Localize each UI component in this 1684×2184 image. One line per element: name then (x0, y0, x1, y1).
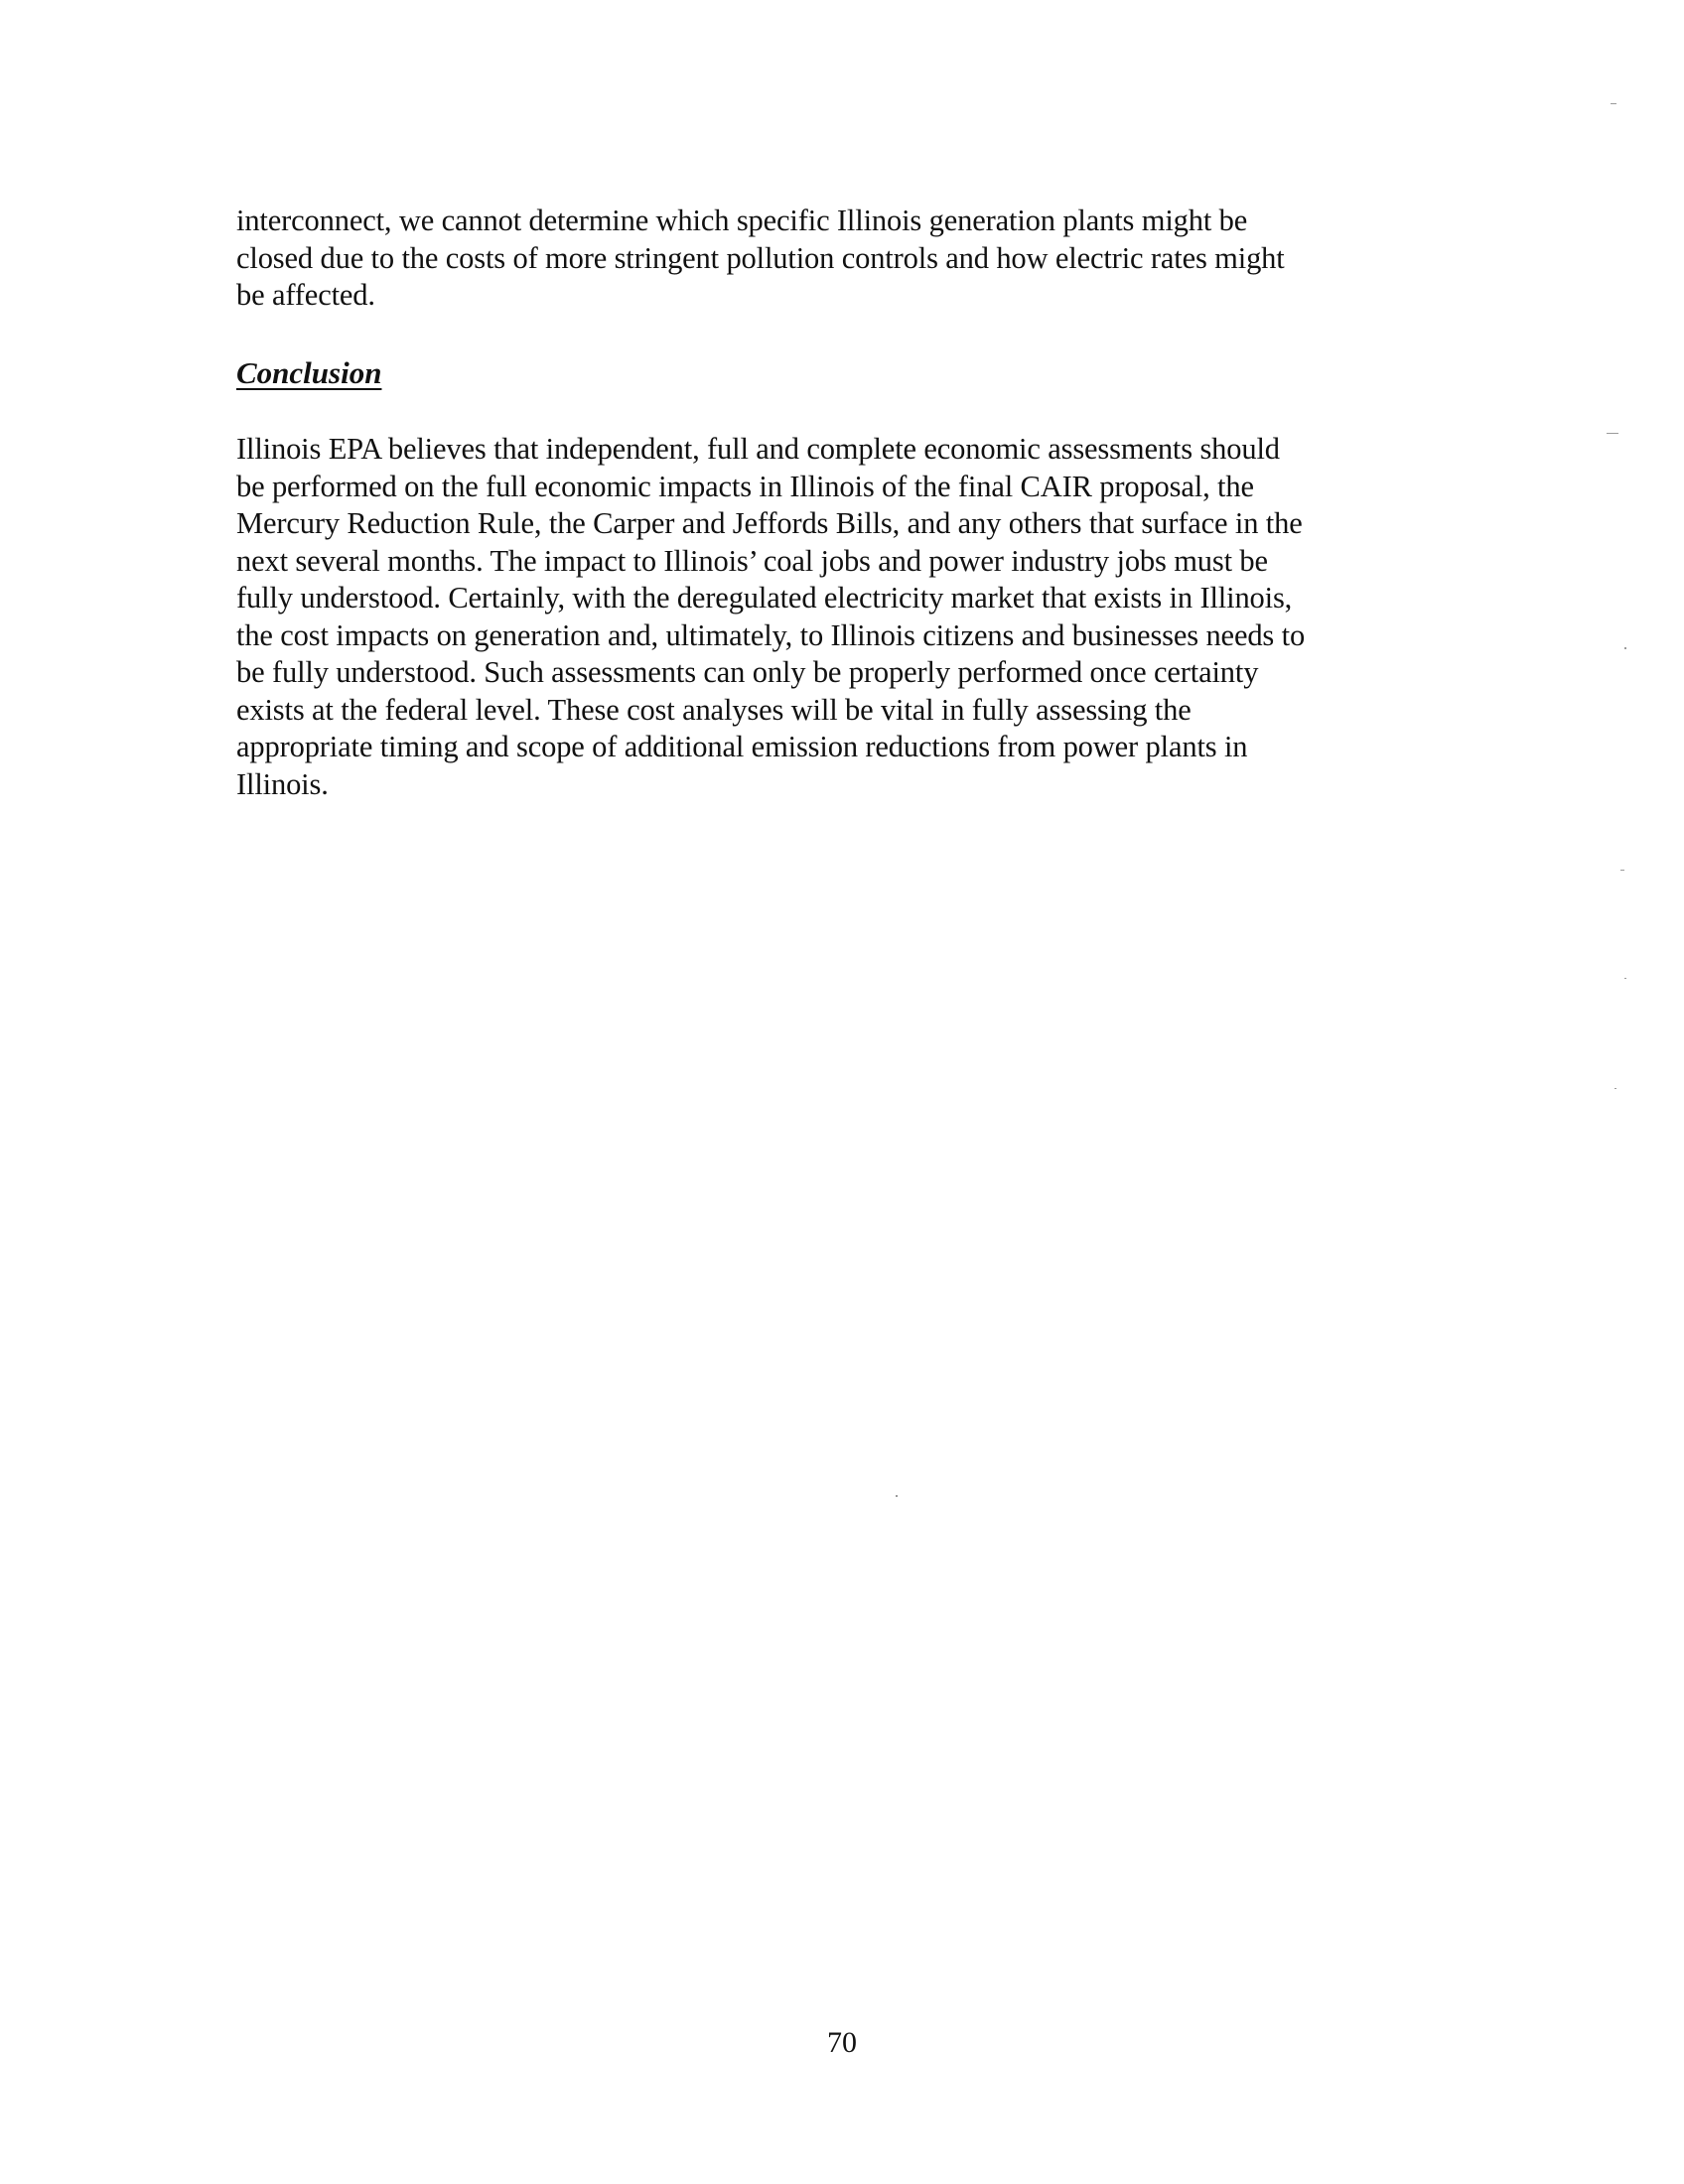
scan-speck (1614, 1088, 1616, 1089)
paragraph-line: Mercury Reduction Rule, the Carper and Jeffords Bills, and any others that surface in the (236, 506, 1303, 540)
paragraph-line: next several months. The impact to Illinois’ coal jobs and power industry jobs must be (236, 543, 1268, 578)
paragraph-line: closed due to the costs of more stringent pollution controls and how electric rates might (236, 240, 1285, 275)
conclusion-paragraph (236, 431, 1448, 803)
scan-speck (1611, 103, 1616, 104)
section-heading-conclusion: Conclusion (236, 355, 382, 390)
page-number: 70 (827, 2026, 857, 2059)
scan-speck (896, 1495, 898, 1497)
scan-speck (1624, 647, 1626, 649)
paragraph-line: interconnect, we cannot determine which specific Illinois generation plants might be (236, 204, 1248, 237)
paragraph-line: fully understood. Certainly, with the deregulated electricity market that exists in Illinois, (236, 581, 1293, 614)
paragraph-line: Illinois EPA believes that independent, full and complete economic assessments should (236, 432, 1280, 466)
paragraph-line: be performed on the full economic impacts in Illinois of the final CAIR proposal, the (236, 469, 1254, 503)
scan-speck (1624, 978, 1626, 979)
paragraph-line: exists at the federal level. These cost analyses will be vital in fully assessing the (236, 692, 1192, 727)
scan-speck (1607, 433, 1618, 434)
paragraph-line: be affected. (236, 278, 375, 312)
paragraph-line: appropriate timing and scope of additional emission reductions from power plants in (236, 730, 1248, 763)
paragraph-line: Illinois. (236, 766, 329, 801)
continuation-paragraph (236, 203, 1448, 315)
paragraph-line: the cost impacts on generation and, ultimately, to Illinois citizens and businesses needs to (236, 617, 1306, 652)
paragraph-line: be fully understood. Such assessments can only be properly performed once certainty (236, 655, 1259, 689)
scan-speck (1620, 870, 1624, 871)
